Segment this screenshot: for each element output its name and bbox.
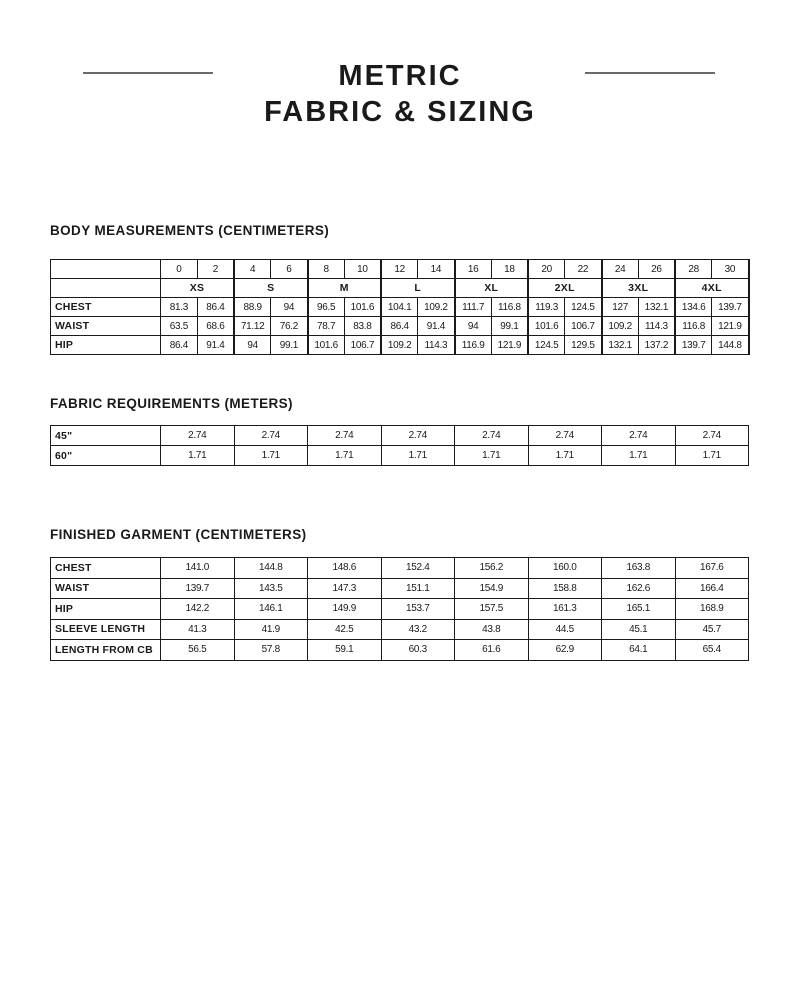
title-line-1: METRIC [338, 60, 462, 92]
measurement-cell: 137.2 [638, 336, 675, 355]
table-row [51, 640, 749, 661]
measurement-cell: 144.8 [712, 336, 749, 355]
corner-cell [51, 260, 161, 279]
table-row [51, 599, 749, 620]
measurement-cell: 91.4 [197, 336, 234, 355]
numeric-size-cell: 8 [308, 260, 345, 279]
table-row [51, 298, 749, 317]
numeric-size-cell: 2 [197, 260, 234, 279]
letter-size-cell: 4XL [675, 279, 749, 298]
measurement-cell: 101.6 [308, 336, 345, 355]
measurement-cell: 116.8 [491, 298, 528, 317]
value-cell: 2.74 [528, 426, 602, 446]
table-row [51, 317, 749, 336]
measurement-cell: 78.7 [308, 317, 345, 336]
finished-garment-heading: FINISHED GARMENT (CENTIMETERS) [50, 527, 307, 542]
value-cell: 160.0 [528, 558, 602, 579]
body-measurements-heading: BODY MEASUREMENTS (CENTIMETERS) [50, 223, 330, 238]
value-cell: 167.6 [675, 558, 749, 579]
value-cell: 43.8 [455, 619, 529, 640]
letter-size-cell: 2XL [528, 279, 602, 298]
measurement-cell: 101.6 [528, 317, 565, 336]
measurement-cell: 124.5 [528, 336, 565, 355]
measurement-cell: 104.1 [381, 298, 418, 317]
measurement-cell: 121.9 [712, 317, 749, 336]
measurement-cell: 81.3 [161, 298, 198, 317]
value-cell: 165.1 [602, 599, 676, 620]
measurement-cell: 139.7 [675, 336, 712, 355]
measurement-cell: 86.4 [197, 298, 234, 317]
value-cell: 144.8 [234, 558, 308, 579]
table-row [51, 336, 749, 355]
value-cell: 149.9 [308, 599, 382, 620]
value-cell: 139.7 [161, 578, 235, 599]
value-cell: 59.1 [308, 640, 382, 661]
measurement-cell: 127 [602, 298, 639, 317]
value-cell: 168.9 [675, 599, 749, 620]
measurement-cell: 86.4 [381, 317, 418, 336]
page-title [0, 58, 800, 130]
measurement-cell: 88.9 [234, 298, 271, 317]
row-label: HIP [51, 599, 161, 620]
row-label: SLEEVE LENGTH [51, 619, 161, 640]
measurement-cell: 109.2 [602, 317, 639, 336]
value-cell: 154.9 [455, 578, 529, 599]
numeric-size-cell: 10 [344, 260, 381, 279]
measurement-cell: 132.1 [602, 336, 639, 355]
measurement-cell: 76.2 [271, 317, 308, 336]
numeric-size-cell: 0 [161, 260, 198, 279]
table-row [51, 558, 749, 579]
numeric-size-cell: 22 [565, 260, 602, 279]
table-row [51, 619, 749, 640]
value-cell: 158.8 [528, 578, 602, 599]
measurement-cell: 129.5 [565, 336, 602, 355]
value-cell: 148.6 [308, 558, 382, 579]
measurement-cell: 99.1 [271, 336, 308, 355]
value-cell: 1.71 [234, 446, 308, 466]
fabric-requirements-table [50, 425, 749, 466]
value-cell: 1.71 [161, 446, 235, 466]
measurement-cell: 124.5 [565, 298, 602, 317]
measurement-cell: 99.1 [491, 317, 528, 336]
measurement-cell: 91.4 [418, 317, 455, 336]
value-cell: 44.5 [528, 619, 602, 640]
numeric-size-cell: 28 [675, 260, 712, 279]
value-cell: 61.6 [455, 640, 529, 661]
value-cell: 2.74 [308, 426, 382, 446]
value-cell: 1.71 [455, 446, 529, 466]
measurement-cell: 106.7 [344, 336, 381, 355]
value-cell: 153.7 [381, 599, 455, 620]
letter-size-cell: XL [455, 279, 529, 298]
measurement-cell: 101.6 [344, 298, 381, 317]
finished-garment-table [50, 557, 749, 661]
value-cell: 2.74 [234, 426, 308, 446]
value-cell: 2.74 [675, 426, 749, 446]
numeric-size-cell: 18 [491, 260, 528, 279]
corner-cell [51, 279, 161, 298]
value-cell: 64.1 [602, 640, 676, 661]
value-cell: 142.2 [161, 599, 235, 620]
row-label: 45" [51, 426, 161, 446]
table-row [51, 426, 749, 446]
measurement-cell: 63.5 [161, 317, 198, 336]
measurement-cell: 109.2 [418, 298, 455, 317]
letter-size-cell: L [381, 279, 455, 298]
measurement-cell: 94 [234, 336, 271, 355]
value-cell: 57.8 [234, 640, 308, 661]
value-cell: 42.5 [308, 619, 382, 640]
fabric-requirements-heading: FABRIC REQUIREMENTS (METERS) [50, 396, 293, 411]
value-cell: 2.74 [161, 426, 235, 446]
numeric-size-cell: 20 [528, 260, 565, 279]
measurement-cell: 134.6 [675, 298, 712, 317]
value-cell: 2.74 [602, 426, 676, 446]
value-cell: 147.3 [308, 578, 382, 599]
numeric-size-cell: 24 [602, 260, 639, 279]
value-cell: 65.4 [675, 640, 749, 661]
value-cell: 162.6 [602, 578, 676, 599]
table-row [51, 578, 749, 599]
letter-size-cell: XS [161, 279, 235, 298]
row-label: WAIST [51, 578, 161, 599]
value-cell: 156.2 [455, 558, 529, 579]
letter-size-row [51, 279, 749, 298]
value-cell: 157.5 [455, 599, 529, 620]
letter-size-cell: 3XL [602, 279, 676, 298]
value-cell: 163.8 [602, 558, 676, 579]
value-cell: 60.3 [381, 640, 455, 661]
numeric-size-cell: 6 [271, 260, 308, 279]
title-line-2: FABRIC & SIZING [264, 96, 536, 128]
measurement-cell: 132.1 [638, 298, 675, 317]
measurement-cell: 71.12 [234, 317, 271, 336]
value-cell: 1.71 [528, 446, 602, 466]
measurement-cell: 96.5 [308, 298, 345, 317]
row-label: CHEST [51, 298, 161, 317]
value-cell: 152.4 [381, 558, 455, 579]
value-cell: 143.5 [234, 578, 308, 599]
measurement-cell: 114.3 [638, 317, 675, 336]
value-cell: 62.9 [528, 640, 602, 661]
value-cell: 161.3 [528, 599, 602, 620]
value-cell: 45.7 [675, 619, 749, 640]
body-measurements-table [50, 259, 750, 355]
numeric-size-cell: 4 [234, 260, 271, 279]
measurement-cell: 111.7 [455, 298, 492, 317]
measurement-cell: 116.8 [675, 317, 712, 336]
value-cell: 141.0 [161, 558, 235, 579]
measurement-cell: 121.9 [491, 336, 528, 355]
measurement-cell: 119.3 [528, 298, 565, 317]
numeric-size-cell: 30 [712, 260, 749, 279]
value-cell: 1.71 [675, 446, 749, 466]
row-label: LENGTH FROM CB [51, 640, 161, 661]
value-cell: 151.1 [381, 578, 455, 599]
value-cell: 2.74 [381, 426, 455, 446]
value-cell: 41.9 [234, 619, 308, 640]
value-cell: 2.74 [455, 426, 529, 446]
value-cell: 1.71 [602, 446, 676, 466]
row-label: CHEST [51, 558, 161, 579]
measurement-cell: 116.9 [455, 336, 492, 355]
value-cell: 1.71 [308, 446, 382, 466]
measurement-cell: 94 [455, 317, 492, 336]
measurement-cell: 94 [271, 298, 308, 317]
row-label: 60" [51, 446, 161, 466]
measurement-cell: 139.7 [712, 298, 749, 317]
measurement-cell: 83.8 [344, 317, 381, 336]
value-cell: 41.3 [161, 619, 235, 640]
value-cell: 56.5 [161, 640, 235, 661]
row-label: WAIST [51, 317, 161, 336]
row-label: HIP [51, 336, 161, 355]
letter-size-cell: S [234, 279, 308, 298]
value-cell: 166.4 [675, 578, 749, 599]
numeric-size-cell: 14 [418, 260, 455, 279]
numeric-size-cell: 16 [455, 260, 492, 279]
numeric-size-row [51, 260, 749, 279]
measurement-cell: 106.7 [565, 317, 602, 336]
letter-size-cell: M [308, 279, 382, 298]
value-cell: 146.1 [234, 599, 308, 620]
measurement-cell: 114.3 [418, 336, 455, 355]
value-cell: 43.2 [381, 619, 455, 640]
value-cell: 45.1 [602, 619, 676, 640]
table-row [51, 446, 749, 466]
measurement-cell: 86.4 [161, 336, 198, 355]
numeric-size-cell: 26 [638, 260, 675, 279]
value-cell: 1.71 [381, 446, 455, 466]
numeric-size-cell: 12 [381, 260, 418, 279]
measurement-cell: 68.6 [197, 317, 234, 336]
measurement-cell: 109.2 [381, 336, 418, 355]
